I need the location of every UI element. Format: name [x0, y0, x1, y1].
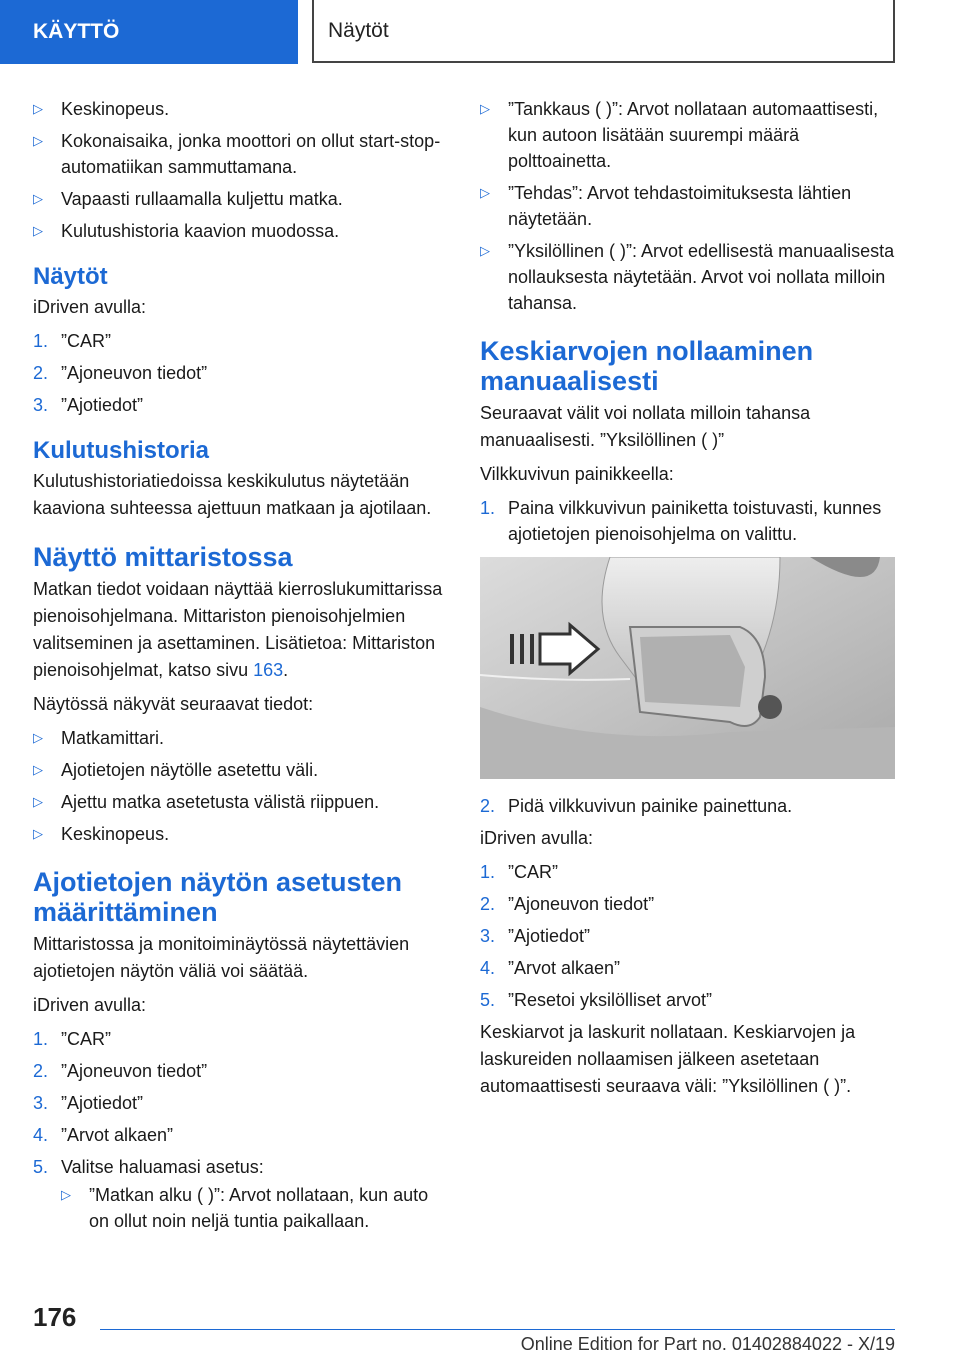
triangle-bullet-icon: ▷	[33, 101, 43, 116]
bullet-list-top	[480, 96, 895, 316]
steps-list	[480, 495, 895, 547]
triangle-bullet-icon: ▷	[33, 133, 43, 148]
triangle-bullet-icon: ▷	[61, 1187, 71, 1202]
triangle-bullet-icon: ▷	[480, 101, 490, 116]
list-item: 3. ”Ajotiedot”	[33, 1093, 144, 1113]
page-number: 176	[33, 1302, 77, 1332]
body-text: Seuraavat välit voi nollata milloin tahansa manuaalisesti. ”Yksilöllinen ( )”	[480, 403, 811, 450]
list-item: 2. Pidä vilkkuvivun painike painettuna.	[480, 796, 793, 816]
steps-list	[480, 859, 895, 1013]
list-item: ▷ Vapaasti rullaamalla kuljettu matka.	[33, 186, 451, 212]
list-item: 2. ”Ajoneuvon tiedot”	[480, 894, 655, 914]
triangle-bullet-icon: ▷	[480, 185, 490, 200]
list-item: 3. ”Ajotiedot”	[33, 395, 144, 415]
intro-text: Näytössä näkyvät seuraavat tiedot:	[33, 694, 314, 714]
right-column	[480, 96, 895, 1107]
heading-nollaus: Keskiarvojen nollaaminen manuaalisesti	[480, 336, 814, 396]
body-text: Vilkkuvivun painikkeella:	[480, 464, 674, 484]
triangle-bullet-icon: ▷	[33, 191, 43, 206]
body-text: Kulutushistoriatiedoissa keskikulutus näytetään kaaviona suhteessa ajettuun matkaan ja ajotilaan.	[33, 471, 432, 518]
footer-divider	[100, 1329, 895, 1330]
list-item: ▷ Ajotietojen näytölle asetettu väli.	[33, 757, 451, 783]
list-item: ▷ Keskinopeus.	[33, 821, 451, 847]
triangle-bullet-icon: ▷	[480, 243, 490, 258]
intro-text: iDriven avulla:	[33, 995, 147, 1015]
list-item: ▷ Kokonaisaika, jonka moottori on ollut start-stop-automatiikan sammuttamana.	[33, 128, 451, 180]
intro-text: iDriven avulla:	[480, 828, 594, 848]
turn-signal-lever-photo	[480, 557, 895, 779]
list-item: 4. ”Arvot alkaen”	[33, 1125, 174, 1145]
list-item: 2. ”Ajoneuvon tiedot”	[33, 363, 208, 383]
triangle-bullet-icon: ▷	[33, 794, 43, 809]
body-text: Mittaristossa ja monitoiminäytössä näytettävien ajotietojen näytön väliä voi säätää.	[33, 934, 410, 981]
intro-text: iDriven avulla:	[33, 297, 147, 317]
heading-mittaristo: Näyttö mittaristossa	[33, 542, 293, 572]
steps-list	[33, 328, 451, 418]
list-item: 3. ”Ajotiedot”	[480, 926, 591, 946]
section-tab: KÄYTTÖ	[0, 0, 298, 64]
list-item: ▷ ”Matkan alku ( )”: Arvot nollataan, kun auto on ollut noin neljä tuntia paikallaan.	[61, 1182, 451, 1234]
list-item: 2. ”Ajoneuvon tiedot”	[33, 1061, 208, 1081]
list-item: ▷ ”Tankkaus ( )”: Arvot nollataan automaattisesti, kun autoon lisätään suurempi määrä polttoainetta.	[480, 96, 895, 174]
list-item: ▷ Kulutushistoria kaavion muodossa.	[33, 218, 451, 244]
list-item: 5. ”Resetoi yksilölliset arvot”	[480, 990, 713, 1010]
page-link[interactable]: 163	[253, 660, 284, 680]
list-item: ▷ Ajettu matka asetetusta välistä riippuen.	[33, 789, 451, 815]
edition-text: Online Edition for Part no. 01402884022 - X/19	[520, 1334, 895, 1354]
list-item: 5. Valitse haluamasi asetus: ▷ ”Matkan alku ( )”: Arvot nollataan, kun auto on ollut noin neljä tuntia paikallaan.	[33, 1154, 451, 1234]
heading-asetus: Ajotietojen näytön asetusten määrittäminen	[33, 867, 403, 927]
steps-list	[480, 793, 895, 819]
steps-list	[33, 1026, 451, 1234]
triangle-bullet-icon: ▷	[33, 826, 43, 841]
heading-kulutushistoria: Kulutushistoria	[33, 437, 210, 464]
list-item: 1. Paina vilkkuvivun painiketta toistuvasti, kunnes ajotietojen pienoisohjelma on valittu.	[480, 498, 882, 544]
list-item: ▷ ”Yksilöllinen ( )”: Arvot edellisestä manuaalisesta nollauksesta näytetään. Arvot voi nollata milloin tahansa.	[480, 238, 895, 316]
sub-bullet-list	[61, 1182, 451, 1234]
list-item: ▷ Keskinopeus.	[33, 96, 451, 122]
triangle-bullet-icon: ▷	[33, 730, 43, 745]
list-item: ▷ ”Tehdas”: Arvot tehdastoimituksesta lähtien näytetään.	[480, 180, 895, 232]
bullet-list-top	[33, 96, 451, 244]
body-text: Matkan tiedot voidaan näyttää kierroslukumittarissa pienoisohjelmana. Mittariston pienoisohjelmien valitseminen ja asettaminen. Lisätietoa: Mittariston pienoisohjelmat, katso sivu 163.	[33, 579, 443, 680]
left-column	[33, 96, 451, 1240]
list-item: ▷ Matkamittari.	[33, 725, 451, 751]
body-text: Keskiarvot ja laskurit nollataan. Keskiarvojen ja laskureiden nollaamisen jälkeen asetetaan automaattisesti seuraava väli: ”Yksilöllinen ( )”.	[480, 1022, 856, 1096]
bullet-list	[33, 725, 451, 847]
chapter-tab: Näytöt	[312, 0, 895, 63]
list-item: 1. ”CAR”	[33, 331, 111, 351]
heading-naytot: Näytöt	[33, 263, 108, 290]
triangle-bullet-icon: ▷	[33, 762, 43, 777]
list-item: 1. ”CAR”	[480, 862, 558, 882]
triangle-bullet-icon: ▷	[33, 223, 43, 238]
list-item: 4. ”Arvot alkaen”	[480, 958, 621, 978]
list-item: 1. ”CAR”	[33, 1029, 111, 1049]
